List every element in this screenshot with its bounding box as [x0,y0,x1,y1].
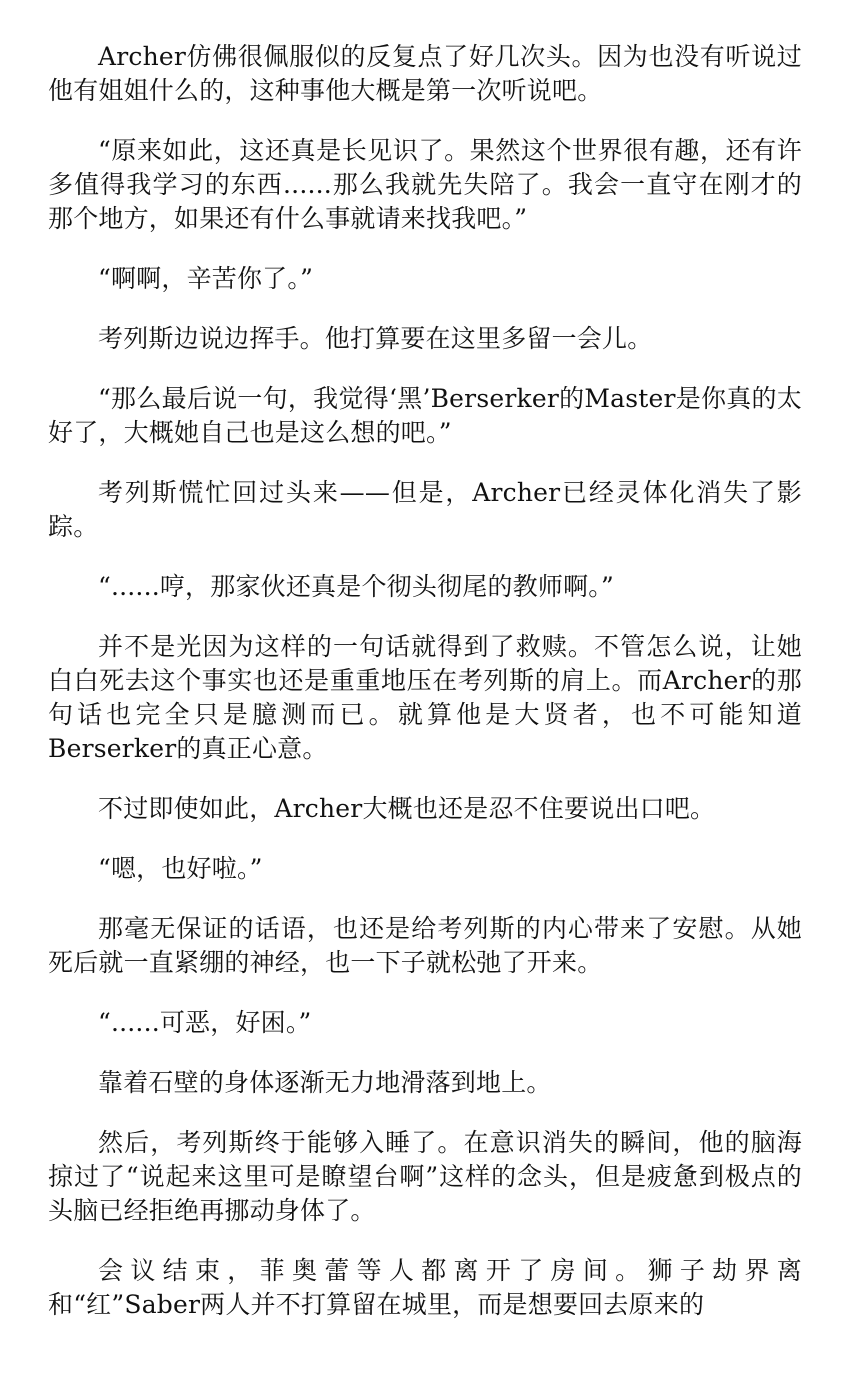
paragraph: “啊啊，辛苦你了。” [98,264,314,293]
paragraph: 并不是光因为这样的一句话就得到了救赎。不管怎么说，让她白白死去这个事实也还是重重地压在考列斯的肩上。而Archer的那句话也完全只是臆测而已。就算他是大贤者，也不可能知道Berserker的真正心意。 [48,632,802,763]
paragraph: 不过即使如此，Archer大概也还是忍不住要说出口吧。 [98,794,716,823]
paragraph: “原来如此，这还真是长见识了。果然这个世界很有趣，还有许多值得我学习的东西......那么我就先失陪了。我会一直守在刚才的那个地方，如果还有什么事就请来找我吧。” [48,136,802,233]
paragraph: 那毫无保证的话语，也还是给考列斯的内心带来了安慰。从她死后就一直紧绷的神经，也一下子就松弛了开来。 [48,914,802,977]
paragraph: 考列斯慌忙回过头来——但是，Archer已经灵体化消失了影踪。 [48,478,802,541]
paragraph: “......可恶，好困。” [98,1008,312,1037]
paragraph: “嗯，也好啦。” [98,854,263,883]
paragraph: “......哼，那家伙还真是个彻头彻尾的教师啊。” [98,572,614,601]
paragraph: 靠着石壁的身体逐渐无力地滑落到地上。 [98,1068,552,1097]
paragraph: 会议结束，菲奥蕾等人都离开了房间。狮子劫界离和“红”Saber两人并不打算留在城里，而是想要回去原来的 [48,1256,802,1319]
paragraph: 然后，考列斯终于能够入睡了。在意识消失的瞬间，他的脑海掠过了“说起来这里可是瞭望台啊”这样的念头，但是疲惫到极点的头脑已经拒绝再挪动身体了。 [48,1128,802,1225]
paragraph: “那么最后说一句，我觉得‘黑’Berserker的Master是你真的太好了，大概她自己也是这么想的吧。” [48,384,802,447]
paragraph: 考列斯边说边挥手。他打算要在这里多留一会儿。 [98,324,653,353]
paragraph: Archer仿佛很佩服似的反复点了好几次头。因为也没有听说过他有姐姐什么的，这种事他大概是第一次听说吧。 [48,42,802,105]
document-page [48,40,802,1396]
